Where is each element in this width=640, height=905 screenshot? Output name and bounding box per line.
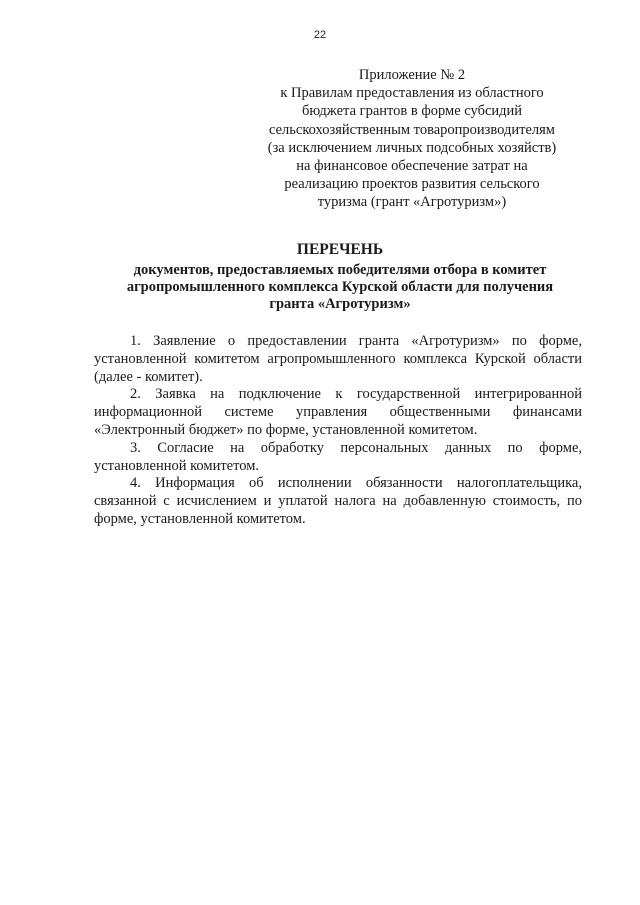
list-item [94,440,582,476]
list-item-line: информационной системе управления общественными финансами [94,404,582,421]
list-item-line: 1. Заявление о предоставлении гранта «Агротуризм» по форме, [130,333,582,349]
list-item-line: 2. Заявка на подключение к государственной интегрированной [130,386,582,403]
list-item [94,333,582,386]
list-item [94,386,582,439]
list-item-line: (далее - комитет). [94,368,203,385]
list-item-line: связанной с исчислением и уплатой налога на добавленную стоимость, по [94,493,582,510]
subtitle-line: документов, предоставляемых победителями отбора в комитет [133,262,547,278]
appendix-line: туризма (грант «Агротуризм») [317,194,507,211]
document-title: ПЕРЕЧЕНЬ [296,241,384,258]
appendix-line: сельскохозяйственным товаропроизводителям [269,121,555,138]
list-item-line: «Электронный бюджет» по форме, установленной комитетом. [94,421,478,438]
list-item-line: установленной комитетом агропромышленного комплекса Курской области [94,350,582,367]
list-item-line: 4. Информация об исполнении обязанности налогоплательщика, [130,475,582,492]
document-list [94,333,582,529]
appendix-line: на финансовое обеспечение затрат на [296,158,528,175]
appendix-line: (за исключением личных подсобных хозяйств) [267,139,557,156]
subtitle-line: гранта «Агротуризм» [269,296,411,312]
list-item-line: установленной комитетом. [94,457,260,474]
page-number: 22 [313,29,327,41]
list-item [94,475,582,528]
list-item-line: 3. Согласие на обработку персональных данных по форме, [130,439,582,456]
document-heading [90,240,590,313]
list-item-line: форме, установленной комитетом. [94,510,306,527]
subtitle-line: агропромышленного комплекса Курской области для получения [126,279,554,295]
appendix-line: к Правилам предоставления из областного [280,85,544,102]
appendix-header [262,66,562,212]
appendix-line: реализацию проектов развития сельского [284,176,540,193]
appendix-line: Приложение № 2 [358,67,466,83]
document-subtitle [90,262,590,313]
appendix-line: бюджета грантов в форме субсидий [301,103,523,120]
